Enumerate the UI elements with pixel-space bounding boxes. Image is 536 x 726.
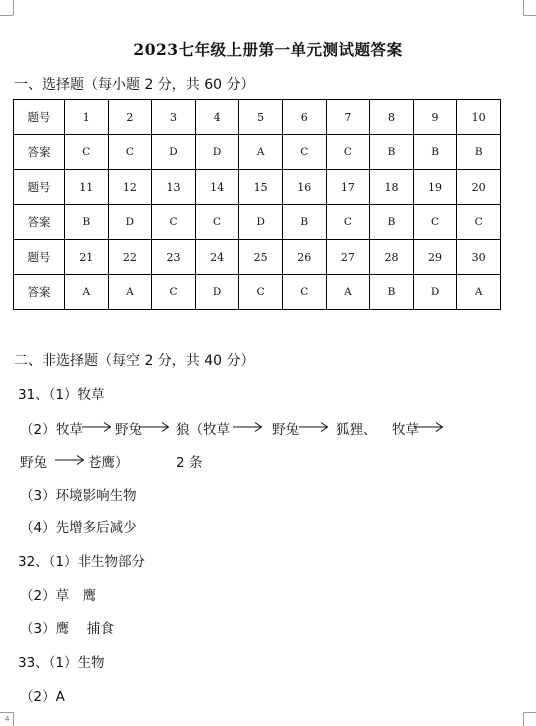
answer-cell: C: [108, 135, 152, 170]
arrow-icon: [299, 421, 329, 433]
answer-cell: C: [65, 135, 109, 170]
answer-cell: C: [195, 205, 239, 240]
question-number-cell: 9: [413, 100, 457, 135]
question-number-row: [14, 170, 501, 205]
answer-label: 答案: [14, 275, 65, 310]
answer-row: [14, 275, 501, 310]
answer-cell: D: [195, 275, 239, 310]
question-number-cell: 2: [108, 100, 152, 135]
answer-cell: A: [239, 135, 283, 170]
answer-cell: B: [370, 205, 414, 240]
crop-mark-bottom-left-v: [13, 712, 14, 726]
question-number-cell: 8: [370, 100, 414, 135]
answer-cell: D: [108, 205, 152, 240]
answer-table: [13, 99, 501, 310]
question-number-cell: 26: [282, 240, 326, 275]
arrow-icon: [414, 421, 444, 433]
q32-part2: （2）草 鹰: [20, 588, 97, 604]
arrow-icon: [55, 454, 85, 466]
answer-cell: B: [413, 135, 457, 170]
answer-cell: C: [282, 135, 326, 170]
answer-cell: C: [282, 275, 326, 310]
answer-cell: C: [152, 275, 196, 310]
arrow-icon: [233, 421, 263, 433]
question-number-label: 题号: [14, 100, 65, 135]
chain-organism-wolf: 狼（牧草: [176, 422, 230, 438]
answer-cell: D: [152, 135, 196, 170]
answer-cell: B: [65, 205, 109, 240]
answer-cell: D: [413, 275, 457, 310]
answer-cell: A: [65, 275, 109, 310]
chain-organism-rabbit-3: 野兔: [20, 455, 47, 471]
question-number-cell: 16: [282, 170, 326, 205]
answer-label: 答案: [14, 135, 65, 170]
section-1-heading: 一、选择题（每小题 2 分，共 60 分）: [14, 77, 255, 93]
question-number-cell: 4: [195, 100, 239, 135]
question-number-cell: 25: [239, 240, 283, 275]
answer-cell: B: [282, 205, 326, 240]
page-number: 4: [5, 715, 10, 723]
crop-mark-top-right-v: [523, 0, 524, 15]
q31-part4: （4）先增多后减少: [20, 520, 137, 536]
question-number-cell: 15: [239, 170, 283, 205]
answer-table-body: [14, 100, 501, 310]
chain-organism-rabbit: 野兔: [115, 422, 142, 438]
question-number-cell: 27: [326, 240, 370, 275]
crop-mark-bottom-right-v: [523, 712, 524, 726]
arrow-icon: [82, 421, 112, 433]
crop-mark-top-right-h: [523, 15, 536, 16]
answer-cell: C: [413, 205, 457, 240]
question-number-cell: 17: [326, 170, 370, 205]
question-number-cell: 30: [457, 240, 501, 275]
q31-part1: 31、（1）牧草: [18, 387, 105, 403]
answer-cell: B: [370, 275, 414, 310]
answer-cell: A: [326, 275, 370, 310]
question-number-cell: 12: [108, 170, 152, 205]
section-2-heading: 二、非选择题（每空 2 分，共 40 分）: [14, 353, 255, 369]
q31-part2-prefix: （2）: [20, 422, 56, 438]
answer-cell: C: [326, 135, 370, 170]
crop-mark-top-left-h: [0, 15, 13, 16]
answer-cell: B: [457, 135, 501, 170]
arrow-icon: [140, 421, 170, 433]
chain-organism-hawk: 苍鹰）: [88, 455, 129, 471]
question-number-cell: 24: [195, 240, 239, 275]
answer-cell: B: [370, 135, 414, 170]
question-number-row: [14, 240, 501, 275]
answer-cell: A: [108, 275, 152, 310]
question-number-cell: 29: [413, 240, 457, 275]
answer-cell: D: [195, 135, 239, 170]
answer-cell: D: [239, 205, 283, 240]
question-number-cell: 13: [152, 170, 196, 205]
question-number-cell: 1: [65, 100, 109, 135]
answer-label: 答案: [14, 205, 65, 240]
question-number-cell: 11: [65, 170, 109, 205]
crop-mark-top-left-v: [13, 0, 14, 15]
crop-mark-bottom-left-h: [0, 712, 13, 713]
q32-part1: 32、（1）非生物部分: [18, 554, 146, 570]
question-number-label: 题号: [14, 170, 65, 205]
question-number-cell: 21: [65, 240, 109, 275]
document-title: 2023七年级上册第一单元测试题答案: [133, 40, 403, 59]
answer-row: [14, 135, 501, 170]
crop-mark-bottom-right-h: [523, 712, 536, 713]
answer-cell: C: [457, 205, 501, 240]
chain-organism-grass: 牧草: [56, 422, 83, 438]
question-number-cell: 6: [282, 100, 326, 135]
answer-cell: C: [326, 205, 370, 240]
question-number-cell: 22: [108, 240, 152, 275]
question-number-cell: 7: [326, 100, 370, 135]
question-number-cell: 20: [457, 170, 501, 205]
answer-row: [14, 205, 501, 240]
question-number-cell: 23: [152, 240, 196, 275]
chain-organism-fox: 狐狸、: [336, 422, 377, 438]
question-number-cell: 28: [370, 240, 414, 275]
question-number-cell: 14: [195, 170, 239, 205]
q32-part3: （3）鹰 捕食: [20, 621, 114, 637]
question-number-cell: 18: [370, 170, 414, 205]
q33-part1: 33、（1）生物: [18, 655, 105, 671]
answer-cell: C: [239, 275, 283, 310]
chain-count: 2 条: [176, 455, 203, 471]
question-number-row: [14, 100, 501, 135]
question-number-cell: 10: [457, 100, 501, 135]
question-number-cell: 5: [239, 100, 283, 135]
chain-organism-rabbit-2: 野兔: [272, 422, 299, 438]
question-number-cell: 19: [413, 170, 457, 205]
answer-cell: A: [457, 275, 501, 310]
answer-cell: C: [152, 205, 196, 240]
chain-organism-grass-2: 牧草: [392, 422, 419, 438]
question-number-label: 题号: [14, 240, 65, 275]
question-number-cell: 3: [152, 100, 196, 135]
q33-part2: （2）A: [20, 689, 65, 705]
q31-part3: （3）环境影响生物: [20, 488, 137, 504]
